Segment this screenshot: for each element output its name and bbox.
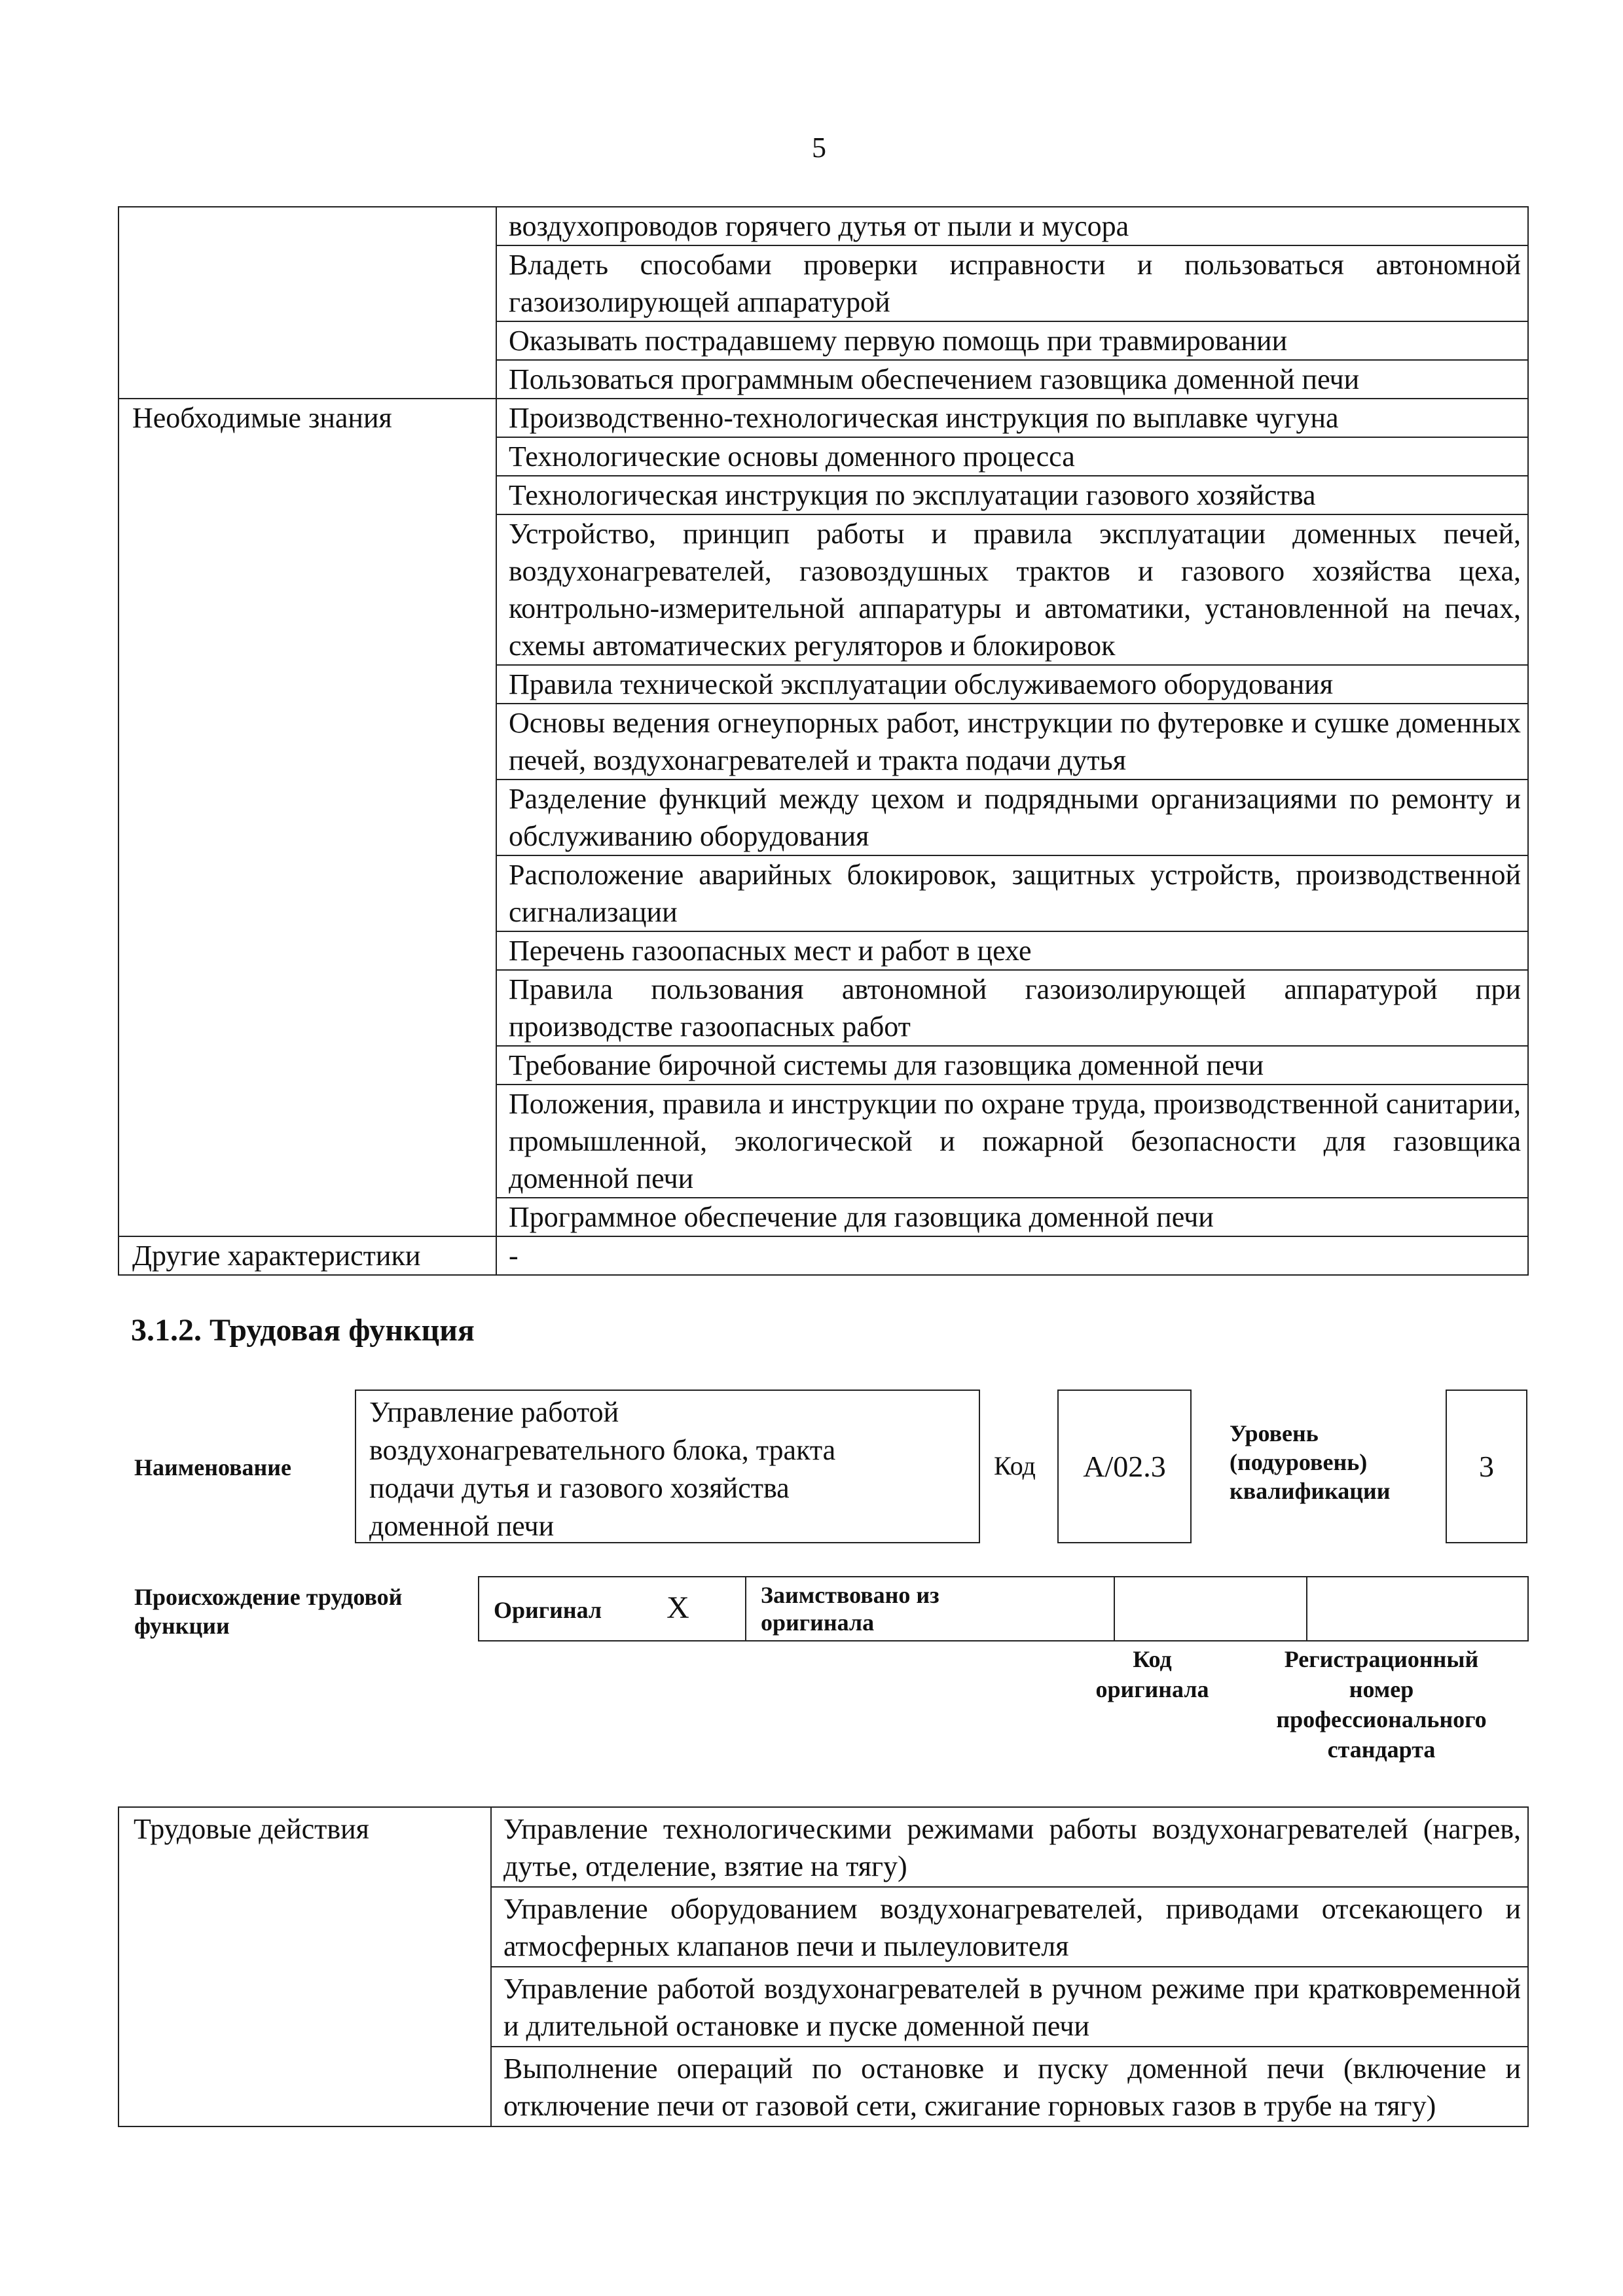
- table-row: [119, 207, 1528, 245]
- skill-cell: Владеть способами проверки исправности и пользоваться автономной газоизолирующей аппаратурой: [496, 245, 1528, 321]
- function-name-line: подачи дутья и газового хозяйства: [369, 1472, 790, 1504]
- code-caption-line: Код: [1133, 1646, 1172, 1672]
- registration-number-cell: [1307, 1577, 1528, 1641]
- original-label: Оригинал: [494, 1596, 602, 1623]
- level-label-line: квалификации: [1230, 1478, 1391, 1504]
- origin-label: [134, 1583, 402, 1640]
- registration-caption: [1244, 1644, 1519, 1765]
- table-row: [119, 1807, 1528, 1887]
- requirements-table: [118, 206, 1529, 1276]
- section-heading: 3.1.2. Трудовая функция: [131, 1313, 475, 1348]
- knowledge-cell: Положения, правила и инструкции по охране труда, производственной санитарии, промышленной, экологической и пожарной безопасности для газовщика доменной печи: [496, 1085, 1528, 1198]
- table-row: [119, 399, 1528, 437]
- table-row: [479, 1577, 1528, 1641]
- level-label-line: (подуровень): [1230, 1449, 1368, 1475]
- action-cell: Управление оборудованием воздухонагревателей, приводами отсекающего и атмосферных клапанов печи и пылеуловителя: [491, 1887, 1528, 1967]
- original-code-cell: [1114, 1577, 1307, 1641]
- other-label: Другие характеристики: [119, 1236, 496, 1275]
- function-name-box: [355, 1390, 980, 1543]
- knowledge-cell: Производственно-технологическая инструкция по выплавке чугуна: [496, 399, 1528, 437]
- function-name-line: Управление работой: [369, 1396, 619, 1428]
- function-name-line: доменной печи: [369, 1510, 555, 1542]
- origin-table: [478, 1576, 1529, 1641]
- knowledge-cell: Программное обеспечение для газовщика доменной печи: [496, 1198, 1528, 1236]
- code-box: [1057, 1390, 1192, 1543]
- level-value: 3: [1479, 1450, 1494, 1483]
- original-mark: Х: [666, 1590, 689, 1625]
- action-cell: Управление технологическими режимами работы воздухонагревателей (нагрев, дутье, отделение, взятие на тягу): [491, 1807, 1528, 1887]
- origin-label-line: функции: [134, 1613, 230, 1639]
- knowledge-cell: Правила технической эксплуатации обслуживаемого оборудования: [496, 665, 1528, 704]
- table-row: [119, 1236, 1528, 1275]
- code-caption: [1074, 1644, 1231, 1704]
- actions-label: Трудовые действия: [119, 1807, 491, 2126]
- knowledge-cell: Расположение аварийных блокировок, защитных устройств, производственной сигнализации: [496, 855, 1528, 931]
- knowledge-cell: Технологическая инструкция по эксплуатации газового хозяйства: [496, 476, 1528, 514]
- code-value: А/02.3: [1083, 1450, 1166, 1483]
- knowledge-cell: Перечень газоопасных мест и работ в цехе: [496, 931, 1528, 970]
- skill-cell: Оказывать пострадавшему первую помощь при травмировании: [496, 321, 1528, 360]
- actions-table: [118, 1806, 1529, 2127]
- level-label: [1230, 1419, 1391, 1505]
- code-label: Код: [994, 1451, 1036, 1480]
- action-cell: Управление работой воздухонагревателей в ручном режиме при кратковременной и длительной остановке и пуске доменной печи: [491, 1967, 1528, 2047]
- reg-caption-line: профессионального: [1276, 1706, 1487, 1732]
- knowledge-cell: Устройство, принцип работы и правила эксплуатации доменных печей, воздухонагревателей, газовоздушных трактов и газового хозяйства цеха, контрольно-измерительной аппаратуры и автоматики, установленной на печах, схемы автоматических регуляторов и блокировок: [496, 514, 1528, 665]
- knowledge-cell: Разделение функций между цехом и подрядными организациями по ремонту и обслуживанию оборудования: [496, 780, 1528, 855]
- knowledge-cell: Технологические основы доменного процесса: [496, 437, 1528, 476]
- reg-caption-line: номер: [1349, 1676, 1414, 1702]
- knowledge-cell: Требование бирочной системы для газовщика доменной печи: [496, 1046, 1528, 1085]
- page-number: 5: [812, 132, 826, 164]
- reg-caption-line: Регистрационный: [1284, 1646, 1479, 1672]
- borrowed-label-line: Заимствовано из: [761, 1582, 939, 1608]
- knowledge-cell: Основы ведения огнеупорных работ, инструкции по футеровке и сушке доменных печей, воздухонагревателей и тракта подачи дутья: [496, 704, 1528, 780]
- skill-cell: воздухопроводов горячего дутья от пыли и мусора: [496, 207, 1528, 245]
- knowledge-cell: Правила пользования автономной газоизолирующей аппаратурой при производстве газоопасных работ: [496, 970, 1528, 1046]
- action-cell: Выполнение операций по остановке и пуску доменной печи (включение и отключение печи от газовой сети, сжигание горновых газов в трубе на тягу): [491, 2047, 1528, 2126]
- skill-cell: Пользоваться программным обеспечением газовщика доменной печи: [496, 360, 1528, 399]
- level-label-line: Уровень: [1230, 1420, 1319, 1446]
- name-label: Наименование: [134, 1454, 291, 1480]
- function-name-line: воздухонагревательного блока, тракта: [369, 1434, 836, 1466]
- level-box: [1446, 1390, 1527, 1543]
- knowledge-label: Необходимые знания: [119, 399, 496, 1236]
- skills-label-cell: [119, 207, 496, 399]
- reg-caption-line: стандарта: [1327, 1736, 1436, 1763]
- code-caption-line: оригинала: [1095, 1676, 1209, 1702]
- other-value: -: [496, 1236, 1528, 1275]
- borrowed-cell: [746, 1577, 1114, 1641]
- original-cell: [479, 1577, 746, 1641]
- origin-label-line: Происхождение трудовой: [134, 1584, 403, 1610]
- borrowed-label-line: оригинала: [761, 1609, 875, 1636]
